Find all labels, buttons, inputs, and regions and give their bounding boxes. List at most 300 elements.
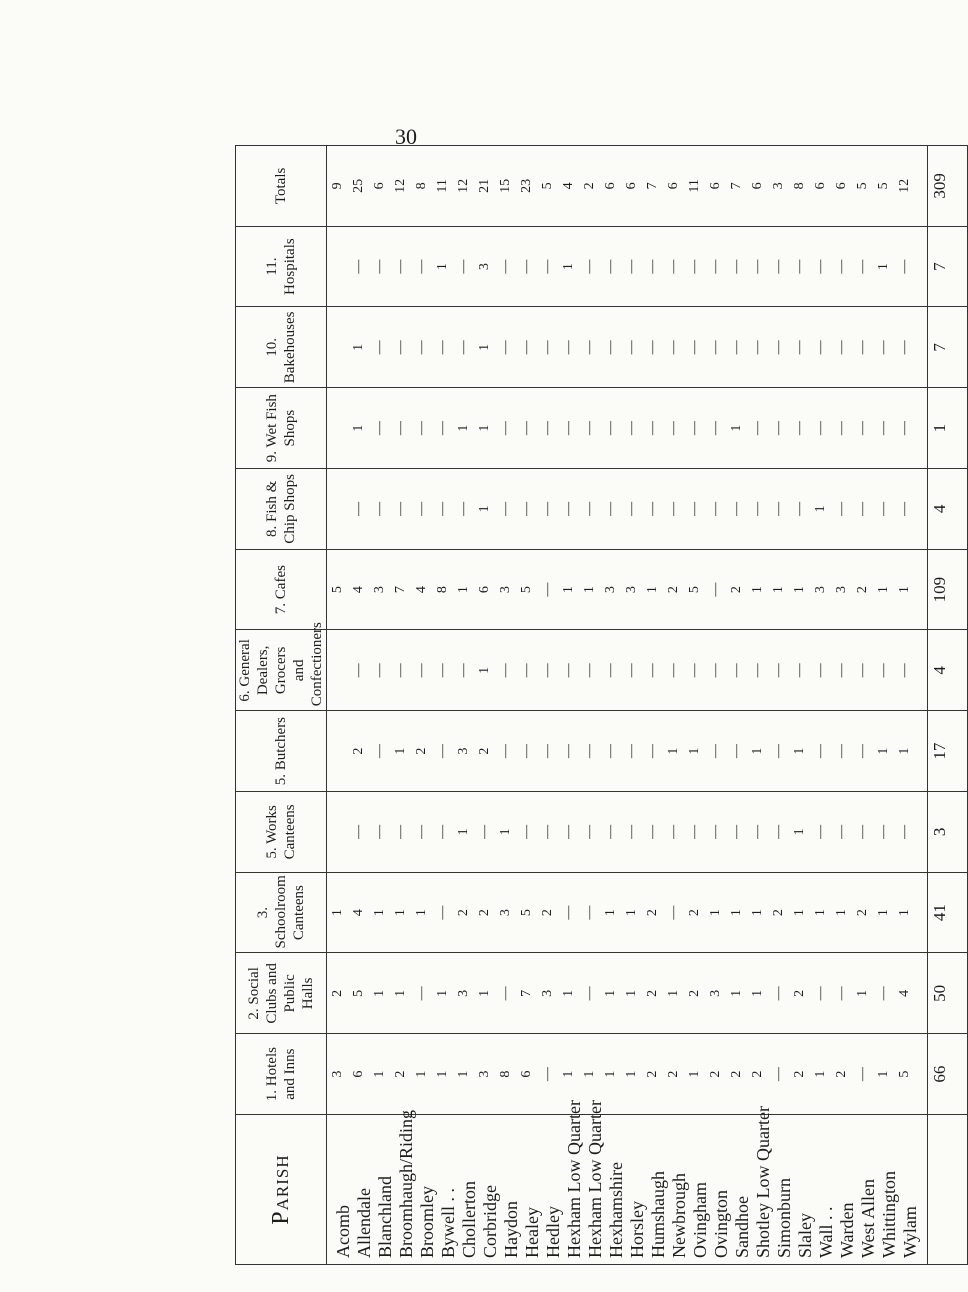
table-cell-value: — [771, 663, 786, 678]
parish-name: Hedley [543, 1206, 563, 1258]
parish-name: Warden [837, 1202, 857, 1258]
table-cell-value: — [540, 1067, 555, 1082]
table-cell-value: 2 [792, 1070, 807, 1078]
table-cell-value: — [582, 824, 597, 839]
parish-name: Corbridge [480, 1185, 500, 1258]
total-col-6: 4 [928, 630, 968, 711]
table-cell-value: 12 [456, 178, 471, 193]
table-cell-value: 6 [372, 182, 387, 190]
table-cell-value: — [666, 259, 681, 274]
table-cell-value: 3 [771, 182, 786, 190]
table-cell-value: — [582, 986, 597, 1001]
table-cell-value: — [582, 259, 597, 274]
table-cell-value: 1 [813, 505, 828, 513]
col-6-values [327, 630, 928, 711]
table-cell-value: 1 [876, 586, 891, 594]
header-col-4: 5. Works Canteens [236, 792, 327, 873]
table-cell-value: 3 [498, 909, 513, 917]
table-cell-value: — [624, 421, 639, 436]
table-cell-value: — [876, 340, 891, 355]
table-cell-value: 1 [477, 666, 492, 674]
table-cell-value: 4 [351, 909, 366, 917]
table-cell-value: — [645, 663, 660, 678]
table-cell-value: 1 [561, 263, 576, 271]
table-cell-value: — [498, 663, 513, 678]
table-cell-value: 5 [519, 586, 534, 594]
table-cell-value: 8 [498, 1070, 513, 1078]
table-cell-value: — [645, 421, 660, 436]
table-cell-value: 1 [330, 909, 345, 917]
parish-name: Sandhoe [732, 1196, 752, 1258]
table-cell-value: 1 [687, 1070, 702, 1078]
table-cell-value: — [540, 421, 555, 436]
table-cell-value: — [729, 259, 744, 274]
total-col-5: 17 [928, 711, 968, 792]
table-cell-value: 8 [435, 586, 450, 594]
table-cell-value: 3 [624, 586, 639, 594]
table-cell-value: 6 [750, 182, 765, 190]
table-cell-value: — [519, 663, 534, 678]
table-cell-value [327, 312, 348, 384]
table-cell-value: 2 [477, 747, 492, 755]
table-cell-value: — [414, 501, 429, 516]
table-cell-value: — [708, 501, 723, 516]
table-cell-value: — [708, 421, 723, 436]
table-cell-value: — [414, 663, 429, 678]
table-cell-value: 1 [792, 909, 807, 917]
table-cell-value: — [435, 663, 450, 678]
table-cell-value: — [477, 824, 492, 839]
header-parish: Parish [236, 1115, 327, 1265]
table-cell-value: — [708, 824, 723, 839]
table-cell-value: — [603, 501, 618, 516]
parish-name: Ovington [711, 1189, 731, 1258]
table-cell-value: 2 [477, 909, 492, 917]
table-cell-value: 1 [897, 586, 912, 594]
table-cell-value: 1 [750, 586, 765, 594]
table-cell-value: 1 [855, 989, 870, 997]
premises-table [235, 145, 968, 1265]
table-cell-value: — [393, 340, 408, 355]
table-cell-value [327, 473, 348, 545]
table-cell-value: 2 [645, 989, 660, 997]
table-cell-value [327, 635, 348, 707]
parish-name: Healey [522, 1207, 542, 1258]
table-cell-value: 1 [561, 586, 576, 594]
table-cell-value: — [351, 824, 366, 839]
header-col-6: 6. General Dealers, Grocers and Confectioners [236, 630, 327, 711]
table-cell-value: 3 [330, 1070, 345, 1078]
table-cell-value: — [351, 663, 366, 678]
table-cell-value: 2 [351, 747, 366, 755]
table-cell-value: — [414, 824, 429, 839]
table-cell-value: — [855, 744, 870, 759]
table-cell-value: — [897, 824, 912, 839]
table-cell-value: 2 [456, 909, 471, 917]
table-cell-value: 1 [435, 1070, 450, 1078]
table-cell-value: — [561, 421, 576, 436]
parish-name: Newbrough [669, 1173, 689, 1258]
table-cell-value: — [834, 259, 849, 274]
table-cell-value: — [582, 905, 597, 920]
table-cell-value: 3 [540, 989, 555, 997]
table-cell-value: 2 [729, 586, 744, 594]
table-cell-value: 9 [330, 182, 345, 190]
table-cell-value [327, 715, 348, 787]
table-cell-value: 1 [645, 586, 660, 594]
header-col-8: 8. Fish & Chip Shops [236, 469, 327, 550]
table-cell-value: 7 [519, 989, 534, 997]
table-cell-value: 1 [456, 424, 471, 432]
table-cell-value: 5 [330, 586, 345, 594]
table-cell-value: — [561, 744, 576, 759]
table-cell-value: — [645, 744, 660, 759]
table-cell-value: 3 [834, 586, 849, 594]
table-cell-value: — [435, 905, 450, 920]
table-cell-value: 2 [687, 909, 702, 917]
table-cell-value: — [876, 663, 891, 678]
table-cell-value: — [372, 744, 387, 759]
table-cell-value: — [603, 340, 618, 355]
table-cell-value: 5 [351, 989, 366, 997]
table-cell-value: 1 [792, 586, 807, 594]
table-cell-value: — [876, 986, 891, 1001]
table-cell-value: — [771, 744, 786, 759]
table-cell-value: — [897, 340, 912, 355]
table-cell-value: 2 [750, 1070, 765, 1078]
table-cell-value: — [897, 421, 912, 436]
table-cell-value: — [603, 421, 618, 436]
table-cell-value: — [813, 340, 828, 355]
table-cell-value: — [771, 1067, 786, 1082]
total-col-1: 66 [928, 1034, 968, 1115]
table-cell-value: 6 [666, 182, 681, 190]
table-cell-value: — [771, 259, 786, 274]
table-cell-value: — [687, 824, 702, 839]
parish-name: Hexham Low Quarter [585, 1100, 605, 1258]
table-cell-value: — [771, 421, 786, 436]
table-cell-value: — [771, 824, 786, 839]
table-cell-value: — [414, 259, 429, 274]
table-cell-value: — [729, 663, 744, 678]
table-cell-value: 1 [750, 747, 765, 755]
table-cell-value: — [603, 744, 618, 759]
table-cell-value: — [540, 744, 555, 759]
table-cell-value: — [414, 986, 429, 1001]
table-cell-value: 8 [414, 182, 429, 190]
table-cell-value: 7 [645, 182, 660, 190]
table-cell-value: — [624, 663, 639, 678]
table-cell-value: — [687, 259, 702, 274]
table-cell-value: — [855, 421, 870, 436]
table-cell-value: 3 [456, 989, 471, 997]
table-cell-value: — [834, 501, 849, 516]
table-cell-value: 1 [708, 909, 723, 917]
table-cell-value: 2 [729, 1070, 744, 1078]
table-cell-value: — [729, 744, 744, 759]
parish-name: Slaley [795, 1213, 815, 1258]
table-cell-value: 1 [876, 747, 891, 755]
table-cell-value: — [729, 824, 744, 839]
table-cell-value: 1 [603, 1070, 618, 1078]
parish-name: Wylam [900, 1206, 920, 1258]
table-cell-value: — [813, 824, 828, 839]
table-cell-value: — [561, 340, 576, 355]
table-cell-value: — [834, 663, 849, 678]
table-cell-value: 1 [666, 747, 681, 755]
col-totals-values [327, 146, 928, 227]
table-cell-value: — [582, 663, 597, 678]
parish-name: Shotley Low Quarter [753, 1106, 773, 1258]
table-cell-value: — [750, 663, 765, 678]
table-cell-value: — [708, 663, 723, 678]
table-cell-value: 1 [582, 1070, 597, 1078]
header-col-totals: Totals [236, 146, 327, 227]
table-cell-value: 1 [561, 1070, 576, 1078]
header-col-10: 10. Bakehouses [236, 307, 327, 388]
table-cell-value: — [540, 582, 555, 597]
table-cell-value: — [813, 421, 828, 436]
table-cell-value: 1 [477, 424, 492, 432]
parish-name: Hexham Low Quarter [564, 1100, 584, 1258]
table-cell-value: 1 [834, 909, 849, 917]
table-cell-value: 5 [855, 182, 870, 190]
parish-name: Horsley [627, 1201, 647, 1258]
table-cell-value: 2 [855, 909, 870, 917]
table-cell-value: — [561, 663, 576, 678]
table-cell-value: — [561, 905, 576, 920]
header-col-2: 2. Social Clubs and Public Halls [236, 953, 327, 1034]
table-cell-value: 6 [624, 182, 639, 190]
table-cell-value: — [414, 421, 429, 436]
table-cell-value: 6 [603, 182, 618, 190]
parish-name: Chollerton [459, 1181, 479, 1258]
table-cell-value: — [456, 663, 471, 678]
table-cell-value: 1 [897, 747, 912, 755]
rotated-table-wrapper [235, 145, 949, 1265]
table-cell-value: 1 [393, 747, 408, 755]
table-cell-value: 1 [750, 909, 765, 917]
table-cell-value: — [351, 501, 366, 516]
table-cell-value: — [498, 421, 513, 436]
parish-name: Haydon [501, 1201, 521, 1258]
col-8-values [327, 469, 928, 550]
table-cell-value: — [372, 501, 387, 516]
table-cell-value: 2 [645, 1070, 660, 1078]
table-cell-value: — [624, 340, 639, 355]
total-col-2: 50 [928, 953, 968, 1034]
col-1-values [327, 1034, 928, 1115]
table-cell-value: — [519, 340, 534, 355]
table-cell-value: 4 [414, 586, 429, 594]
table-cell-value: — [624, 744, 639, 759]
table-cell-value: — [540, 501, 555, 516]
table-cell-value: 1 [771, 586, 786, 594]
col-3-values [327, 872, 928, 953]
parish-name: Allendale [354, 1188, 374, 1258]
table-cell-value: — [750, 824, 765, 839]
table-cell-value: — [519, 259, 534, 274]
table-cell-value: 6 [351, 1070, 366, 1078]
table-cell-value: 1 [666, 989, 681, 997]
total-col-3: 41 [928, 872, 968, 953]
table-cell-value: — [708, 582, 723, 597]
parish-name: Ovingham [690, 1182, 710, 1258]
table-cell-value: — [771, 340, 786, 355]
table-cell-value: — [519, 501, 534, 516]
table-cell-value: — [876, 824, 891, 839]
table-cell-value: 1 [876, 263, 891, 271]
table-cell-value: — [351, 259, 366, 274]
table-cell-value: — [540, 663, 555, 678]
table-cell-value: 1 [351, 424, 366, 432]
table-cell-value: — [792, 421, 807, 436]
table-cell-value: — [750, 259, 765, 274]
table-cell-value: 3 [603, 586, 618, 594]
table-cell-value: 4 [351, 586, 366, 594]
table-cell-value: — [666, 340, 681, 355]
table-cell-value: — [708, 340, 723, 355]
parish-name: Broomley [417, 1186, 437, 1258]
parish-names-cell [327, 1100, 928, 1265]
col-9-values [327, 388, 928, 469]
table-cell-value: 1 [582, 586, 597, 594]
table-cell-value: — [561, 824, 576, 839]
table-cell-value: — [666, 663, 681, 678]
table-cell-value: — [645, 501, 660, 516]
table-cell-value: — [834, 824, 849, 839]
table-cell-value: 1 [603, 909, 618, 917]
table-cell-value: — [666, 824, 681, 839]
table-cell-value: — [813, 259, 828, 274]
table-cell-value: 1 [414, 909, 429, 917]
table-cell-value: — [624, 824, 639, 839]
table-cell-value: — [456, 340, 471, 355]
table-cell-value: 25 [351, 178, 366, 193]
parish-name: Humshaugh [648, 1171, 668, 1258]
table-cell-value: 3 [477, 1070, 492, 1078]
parish-name: Bywell . . [438, 1188, 458, 1258]
table-cell-value: — [393, 824, 408, 839]
table-cell-value: 2 [414, 747, 429, 755]
header-col-5: 5. Butchers [236, 711, 327, 792]
table-cell-value: 1 [729, 989, 744, 997]
table-cell-value: — [414, 340, 429, 355]
table-cell-value: — [897, 259, 912, 274]
table-cell-value: — [834, 986, 849, 1001]
table-cell-value: — [834, 421, 849, 436]
table-cell-value: — [582, 340, 597, 355]
parish-name: Simonburn [774, 1177, 794, 1258]
table-cell-value: 1 [729, 909, 744, 917]
table-cell-value: — [687, 421, 702, 436]
table-cell-value: 1 [414, 1070, 429, 1078]
table-cell-value: — [834, 340, 849, 355]
table-cell-value: 2 [645, 909, 660, 917]
table-cell-value: 2 [393, 1070, 408, 1078]
table-cell-value: 1 [624, 989, 639, 997]
table-cell-value: 1 [372, 909, 387, 917]
col-7-values [327, 549, 928, 630]
parish-name: Broomhaugh/Riding [396, 1110, 416, 1258]
parish-name: Hexhamshire [606, 1162, 626, 1258]
table-cell-value: — [435, 421, 450, 436]
table-cell-value: — [645, 824, 660, 839]
table-cell-value: 1 [813, 909, 828, 917]
table-cell-value: 2 [330, 989, 345, 997]
table-cell-value: — [813, 663, 828, 678]
table-cell-value: 2 [666, 1070, 681, 1078]
table-cell-value [327, 231, 348, 303]
table-cell-value: 2 [834, 1070, 849, 1078]
table-cell-value: 12 [393, 178, 408, 193]
table-cell-value: — [792, 663, 807, 678]
header-col-3: 3. Schoolroom Canteens [236, 872, 327, 953]
table-cell-value: — [624, 259, 639, 274]
total-col-8: 4 [928, 469, 968, 550]
table-cell-value: — [603, 259, 618, 274]
table-cell-value: 5 [540, 182, 555, 190]
table-cell-value: — [750, 501, 765, 516]
table-cell-value: 3 [498, 586, 513, 594]
table-cell-value: 1 [393, 909, 408, 917]
table-cell-value [327, 392, 348, 464]
table-cell-value: — [666, 421, 681, 436]
table-cell-value: — [372, 421, 387, 436]
table-cell-value: 2 [792, 989, 807, 997]
table-cell-value: 1 [876, 1070, 891, 1078]
table-cell-value: — [729, 340, 744, 355]
table-cell-value [327, 796, 348, 868]
totals-row [928, 146, 968, 1265]
total-col-4: 3 [928, 792, 968, 873]
table-cell-value: — [687, 501, 702, 516]
table-cell-value: — [792, 340, 807, 355]
parish-name: Blanchland [375, 1176, 395, 1258]
table-cell-value: — [456, 259, 471, 274]
table-cell-value: — [750, 421, 765, 436]
table-cell-value: 2 [540, 909, 555, 917]
table-cell-value: — [498, 986, 513, 1001]
table-cell-value: — [540, 824, 555, 839]
table-cell-value: 5 [687, 586, 702, 594]
table-cell-value: — [393, 501, 408, 516]
table-cell-value: — [582, 421, 597, 436]
table-cell-value: — [540, 340, 555, 355]
table-cell-value: — [582, 501, 597, 516]
table-cell-value: — [855, 259, 870, 274]
col-5-values [327, 711, 928, 792]
table-cell-value: 2 [708, 1070, 723, 1078]
table-cell-value: 1 [813, 1070, 828, 1078]
table-cell-value: 3 [456, 747, 471, 755]
parish-name: West Allen [858, 1178, 878, 1258]
table-cell-value: 1 [687, 747, 702, 755]
table-cell-value: — [435, 824, 450, 839]
table-cell-value: — [603, 663, 618, 678]
table-cell-value: — [855, 663, 870, 678]
table-cell-value: — [771, 986, 786, 1001]
col-10-values [327, 307, 928, 388]
table-cell-value: — [393, 259, 408, 274]
table-cell-value: 1 [456, 828, 471, 836]
table-cell-value: 1 [603, 989, 618, 997]
table-cell-value: — [540, 259, 555, 274]
table-cell-value: 1 [351, 343, 366, 351]
totals-label-cell [928, 1115, 968, 1265]
table-cell-value: 1 [624, 909, 639, 917]
table-cell-value: 1 [477, 343, 492, 351]
